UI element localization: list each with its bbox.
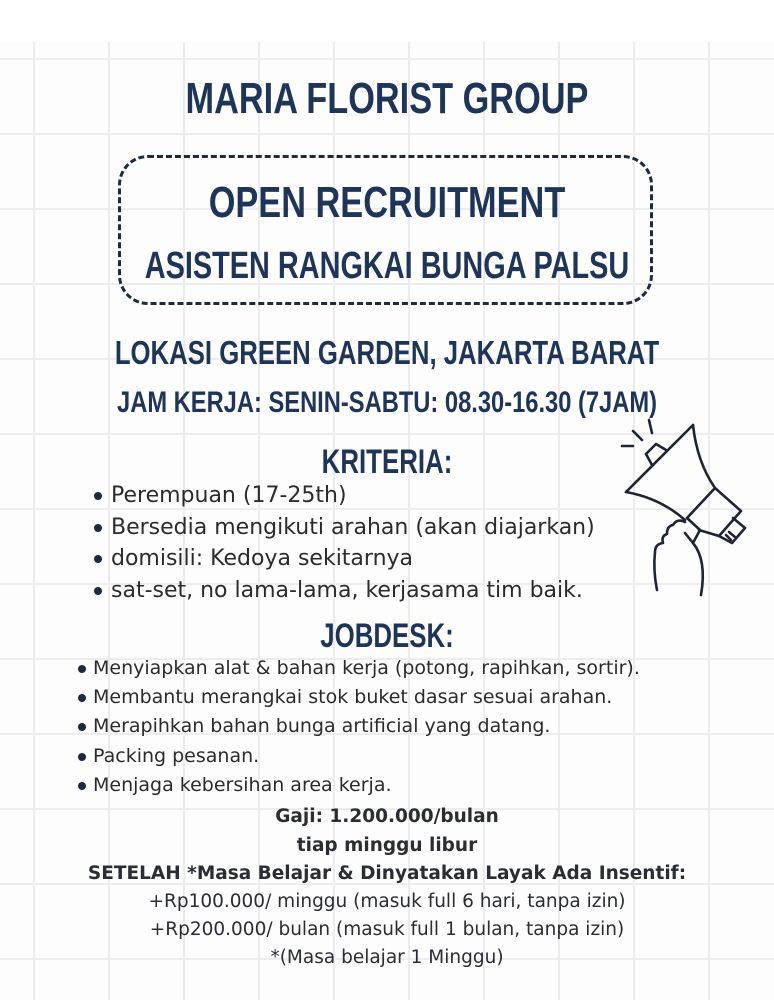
list-item xyxy=(111,512,595,544)
list-item xyxy=(93,654,640,683)
list-item xyxy=(93,771,640,800)
bullet-icon xyxy=(78,782,86,790)
list-item-text: Perempuan (17-25th) xyxy=(111,483,347,508)
jobdesk-list xyxy=(93,654,640,800)
list-item-text: Membantu merangkai stok buket dasar sesuai arahan. xyxy=(93,686,613,709)
criteria-list xyxy=(111,480,595,606)
training-note: *(Masa belajar 1 Minggu) xyxy=(270,947,504,968)
bullet-icon xyxy=(94,555,102,563)
list-item-text: Packing pesanan. xyxy=(93,744,260,767)
weekly-bonus-text: +Rp100.000/ minggu (masuk full 6 hari, tanpa izin) xyxy=(148,891,626,912)
jobdesk-heading: JOBDESK: xyxy=(320,617,454,655)
criteria-heading: KRITERIA: xyxy=(321,443,453,481)
bullet-icon xyxy=(94,524,102,532)
bullet-icon xyxy=(94,492,102,500)
list-item-text: Bersedia mengikuti arahan (akan diajarkan) xyxy=(111,514,595,540)
megaphone-icon xyxy=(615,410,755,600)
list-item xyxy=(111,480,595,512)
list-item-text: Menyiapkan alat & bahan kerja (potong, rapihkan, sortir). xyxy=(93,657,640,679)
list-item-text: Menjaga kebersihan area kerja. xyxy=(93,773,392,796)
bullet-icon xyxy=(78,665,86,673)
list-item xyxy=(93,742,640,771)
position-title: ASISTEN RANGKAI BUNGA PALSU xyxy=(144,245,630,287)
monthly-bonus-text: +Rp200.000/ bulan (masuk full 1 bulan, tanpa izin) xyxy=(149,919,625,940)
list-item xyxy=(93,712,640,741)
location-text: LOKASI GREEN GARDEN, JAKARTA BARAT xyxy=(114,334,660,371)
list-item-text: Merapihkan bahan bunga artificial yang datang. xyxy=(93,715,551,738)
company-title: MARIA FLORIST GROUP xyxy=(185,74,589,123)
incentive-heading: SETELAH *Masa Belajar & Dinyatakan Layak Ada Insentif: xyxy=(87,863,687,884)
salary-text: Gaji: 1.200.000/bulan xyxy=(275,806,499,827)
day-off-text: tiap minggu libur xyxy=(296,835,478,856)
banner-heading: OPEN RECRUITMENT xyxy=(208,178,566,227)
list-item-text: domisili: Kedoya sekitarnya xyxy=(111,546,414,571)
list-item xyxy=(111,543,595,575)
bullet-icon xyxy=(94,587,102,595)
list-item xyxy=(111,575,595,607)
working-hours-text: JAM KERJA: SENIN-SABTU: 08.30-16.30 (7JAM) xyxy=(117,386,657,419)
list-item-text: sat-set, no lama-lama, kerjasama tim baik. xyxy=(111,577,583,603)
list-item xyxy=(93,683,640,712)
bullet-icon xyxy=(78,753,86,761)
